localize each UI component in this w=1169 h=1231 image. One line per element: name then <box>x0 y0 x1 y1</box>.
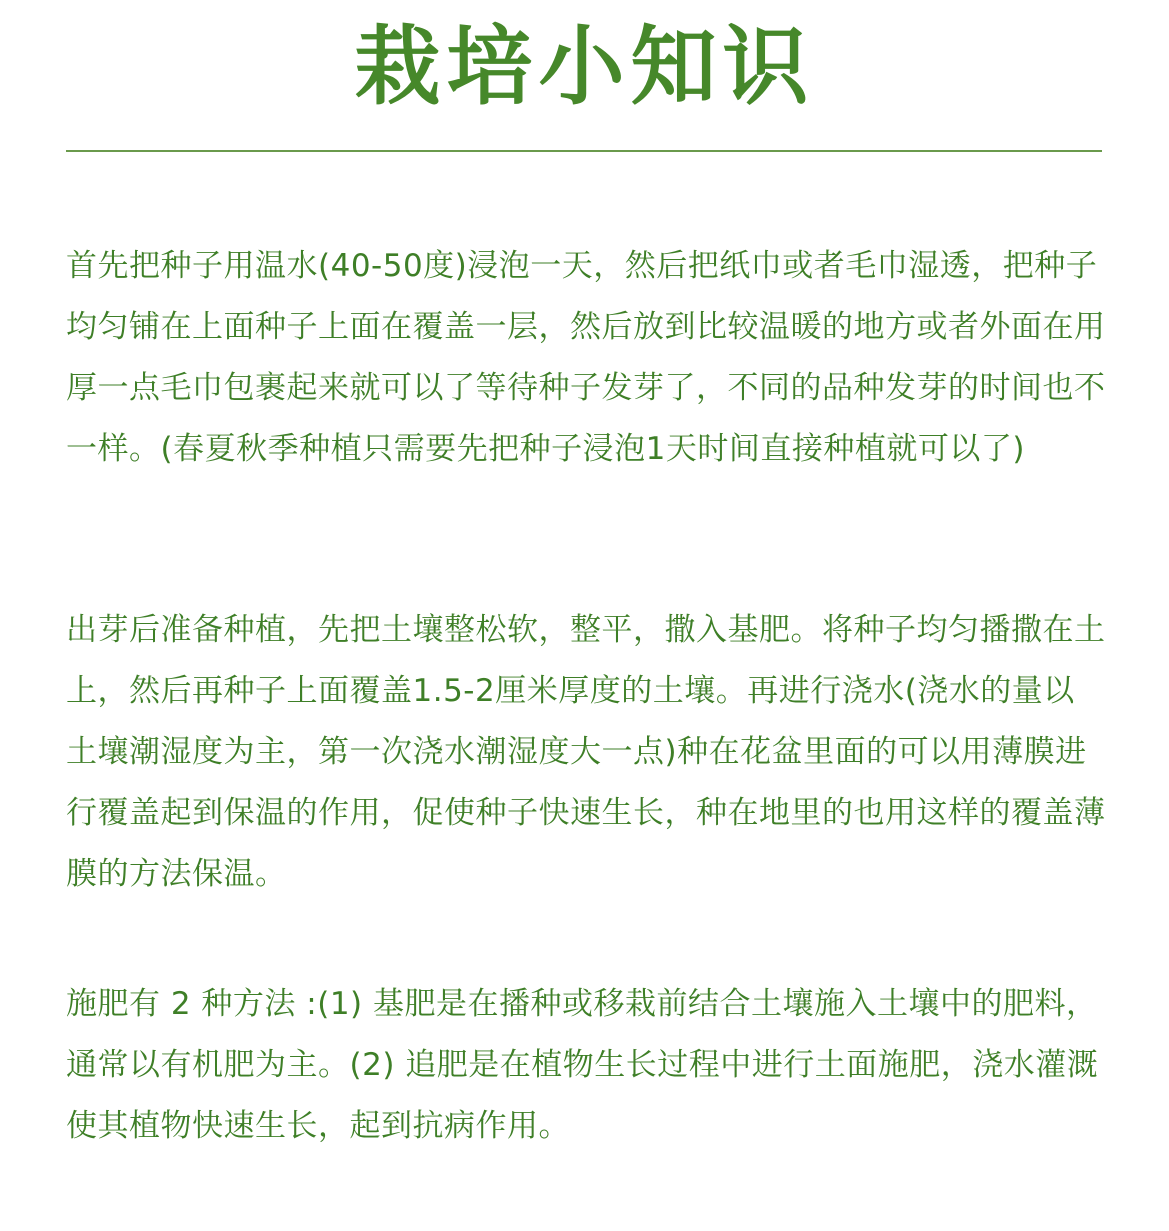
paragraph-fertilizing: 施肥有 2 种方法 :(1) 基肥是在播种或移栽前结合土壤施入土壤中的肥料，通常以有机肥为主。(2) 追肥是在植物生长过程中进行土面施肥，浇水灌溉使其植物快速生长，起到抗病作用。 <box>66 986 1099 1144</box>
title-divider <box>66 150 1102 152</box>
paragraph-planting: 出芽后准备种植，先把土壤整松软，整平，撒入基肥。将种子均匀播撒在土上，然后再种子上面覆盖1.5-2厘米厚度的土壤。再进行浇水(浇水的量以土壤潮湿度为主，第一次浇水潮湿度大一点)种在花盆里面的可以用薄膜进行覆盖起到保温的作用，促使种子快速生长，种在地里的也用这样的覆盖薄膜的方法保温。 <box>66 612 1106 892</box>
page-title: 栽培小知识 <box>354 16 815 117</box>
paragraph-soaking: 首先把种子用温水(40-50度)浸泡一天，然后把纸巾或者毛巾湿透，把种子均匀铺在上面种子上面在覆盖一层，然后放到比较温暖的地方或者外面在用厚一点毛巾包裹起来就可以了等待种子发芽了，不同的品种发芽的时间也不一样。(春夏秋季种植只需要先把种子浸泡1天时间直接种植就可以了) <box>66 248 1106 467</box>
